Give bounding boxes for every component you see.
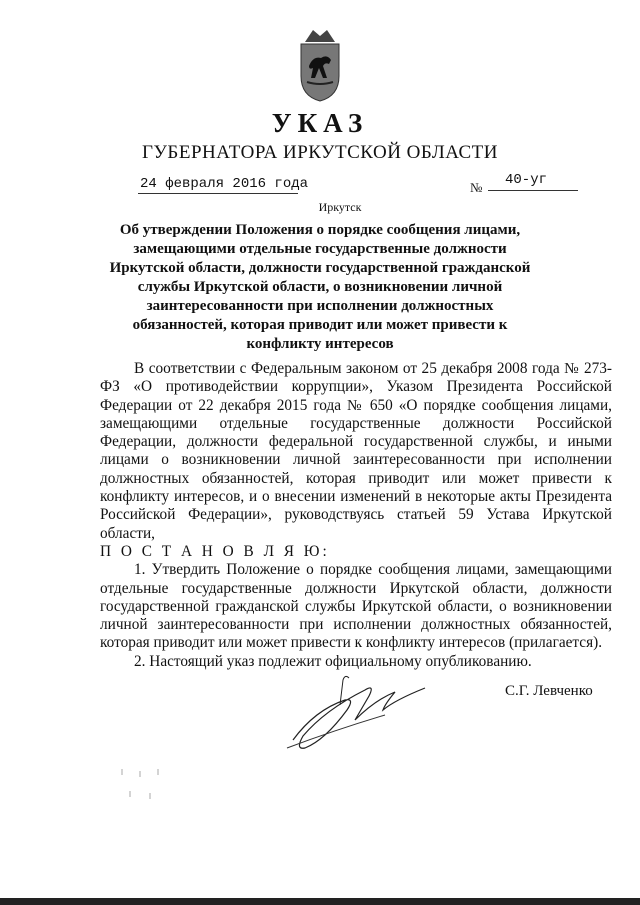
date-underline	[138, 193, 298, 194]
signature-icon	[285, 670, 435, 752]
document-body	[100, 360, 612, 671]
decree-item-2: 2. Настоящий указ подлежит официальному опубликованию.	[134, 652, 532, 670]
scan-edge	[0, 898, 640, 905]
preamble-paragraph: В соответствии с Федеральным законом от 25 декабря 2008 года № 273-ФЗ «О противодействии коррупции», Указом Президента Российской Федерации от 22 декабря 2015 года № 650 «О порядке сообщения лицами, замещающими отдельные государственные должности Российской Федерации, должности федеральной государственной службы, и иными лицами о возникновении личной заинтересованности при исполнении должностных обязанностей, которая приводит или может привести к конфликту интересов, и о внесении изменений в некоторые акты Президента Российской Федерации», руководствуясь статьей 59 Устава Иркутской области,	[100, 360, 612, 542]
coat-of-arms-icon	[297, 16, 343, 102]
signer-name: С.Г. Левченко	[505, 683, 593, 699]
scan-marks	[118, 765, 188, 805]
number-underline	[488, 190, 578, 191]
decree-word: П О С Т А Н О В Л Я Ю:	[100, 542, 330, 560]
document-number: 40-уг	[505, 172, 548, 188]
document-city: Иркутск	[318, 200, 362, 214]
document-heading: Об утверждении Положения о порядке сообщения лицами, замещающими отдельные государственные должности Иркутской области, должности государственной гражданской службы Иркутской области, о возникновении личной заинтересованности при исполнении должностных обязанностей, которая приводит или может привести к конфликту интересов	[109, 222, 531, 352]
document-date: 24 февраля 2016 года	[140, 176, 309, 192]
decree-item-1: 1. Утвердить Положение о порядке сообщения лицами, замещающими отдельные государственные должности Иркутской области, должности государственной гражданской службы Иркутской области, о возникновении личной заинтересованности при исполнении должностных обязанностей, которая приводит или может привести к конфликту интересов (прилагается).	[100, 561, 612, 652]
document-issuer: ГУБЕРНАТОРА ИРКУТСКОЙ ОБЛАСТИ	[142, 142, 498, 163]
number-label: №	[470, 180, 483, 195]
document-title: УКАЗ	[271, 108, 369, 138]
